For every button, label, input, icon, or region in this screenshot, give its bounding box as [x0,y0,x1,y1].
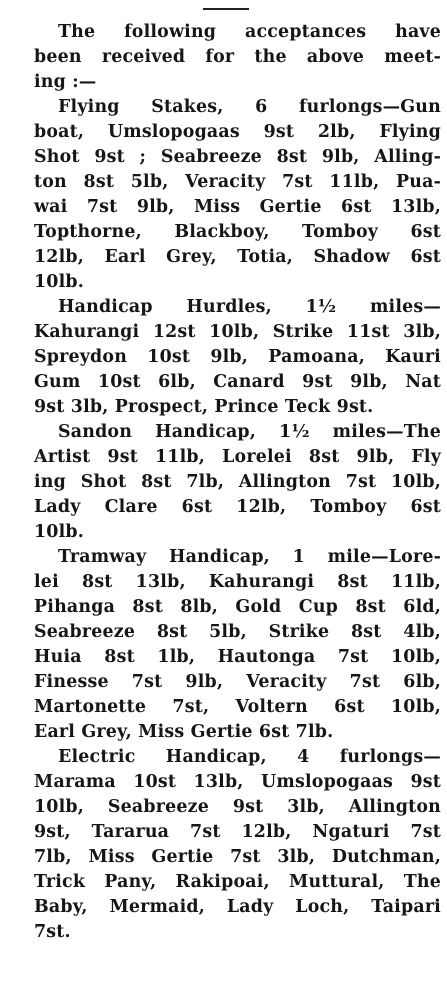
paragraph-electric-handicap [10,745,441,945]
text-line: 9st 3lb, Prospect, Prince Teck 9st. [34,397,374,417]
text-line: Flying Stakes, 6 furlongs—Gun [58,97,441,117]
text-line: 7lb, Miss Gertie 7st 3lb, Dutchman, [34,847,441,867]
text-line: boat, Umslopogaas 9st 2lb, Flying [34,122,441,142]
text-line: Topthorne, Blackboy, Tomboy 6st [34,222,441,242]
text-line: ing :— [34,72,97,92]
text-line: 10lb, Seabreeze 9st 3lb, Allington [34,797,441,817]
text-line: Shot 9st ; Seabreeze 8st 9lb, Alling- [34,147,441,167]
paragraph-tramway-handicap [10,545,441,745]
text-line: ton 8st 5lb, Veracity 7st 11lb, Pua- [34,172,441,192]
text-line: been received for the above meet- [34,47,441,67]
text-line: 12lb, Earl Grey, Totia, Shadow 6st [34,247,441,267]
text-line: Artist 9st 11lb, Lorelei 8st 9lb, Fly [34,447,441,467]
column-rule [203,8,249,10]
text-line: Pihanga 8st 8lb, Gold Cup 8st 6ld, [34,597,441,617]
text-line: ing Shot 8st 7lb, Allington 7st 10lb, [34,472,441,492]
text-line: Handicap Hurdles, 1½ miles— [58,297,441,317]
text-line: Tramway Handicap, 1 mile—Lore- [58,547,441,567]
paragraph-flying-stakes [10,95,441,295]
text-line: Kahurangi 12st 10lb, Strike 11st 3lb, [34,322,441,342]
text-line: Marama 10st 13lb, Umslopogaas 9st [34,772,441,792]
text-line: Trick Pany, Rakipoai, Muttural, The [34,872,441,892]
paragraph-handicap-hurdles [10,295,441,420]
text-line: wai 7st 9lb, Miss Gertie 6st 13lb, [34,197,441,217]
text-line: Spreydon 10st 9lb, Pamoana, Kauri [34,347,441,367]
text-line: 9st, Tararua 7st 12lb, Ngaturi 7st [34,822,441,842]
text-line: Earl Grey, Miss Gertie 6st 7lb. [34,722,334,742]
text-line: Seabreeze 8st 5lb, Strike 8st 4lb, [34,622,441,642]
text-line: Baby, Mermaid, Lady Loch, Taipari [34,897,441,917]
paragraph-sandon-handicap [10,420,441,545]
text-line: 10lb. [34,522,85,542]
text-line: Lady Clare 6st 12lb, Tomboy 6st [34,497,441,517]
paragraph-intro [10,20,441,95]
text-line: lei 8st 13lb, Kahurangi 8st 11lb, [34,572,441,592]
text-line: Sandon Handicap, 1½ miles—The [58,422,441,442]
text-line: Electric Handicap, 4 furlongs— [58,747,441,767]
text-line: Martonette 7st, Voltern 6st 10lb, [34,697,441,717]
acceptances-article [10,20,441,945]
text-line: 7st. [34,922,71,942]
text-line: Finesse 7st 9lb, Veracity 7st 6lb, [34,672,441,692]
text-line: Gum 10st 6lb, Canard 9st 9lb, Nat [34,372,441,392]
text-line: 10lb. [34,272,85,292]
text-line: The following acceptances have [58,22,441,42]
text-line: Huia 8st 1lb, Hautonga 7st 10lb, [34,647,441,667]
